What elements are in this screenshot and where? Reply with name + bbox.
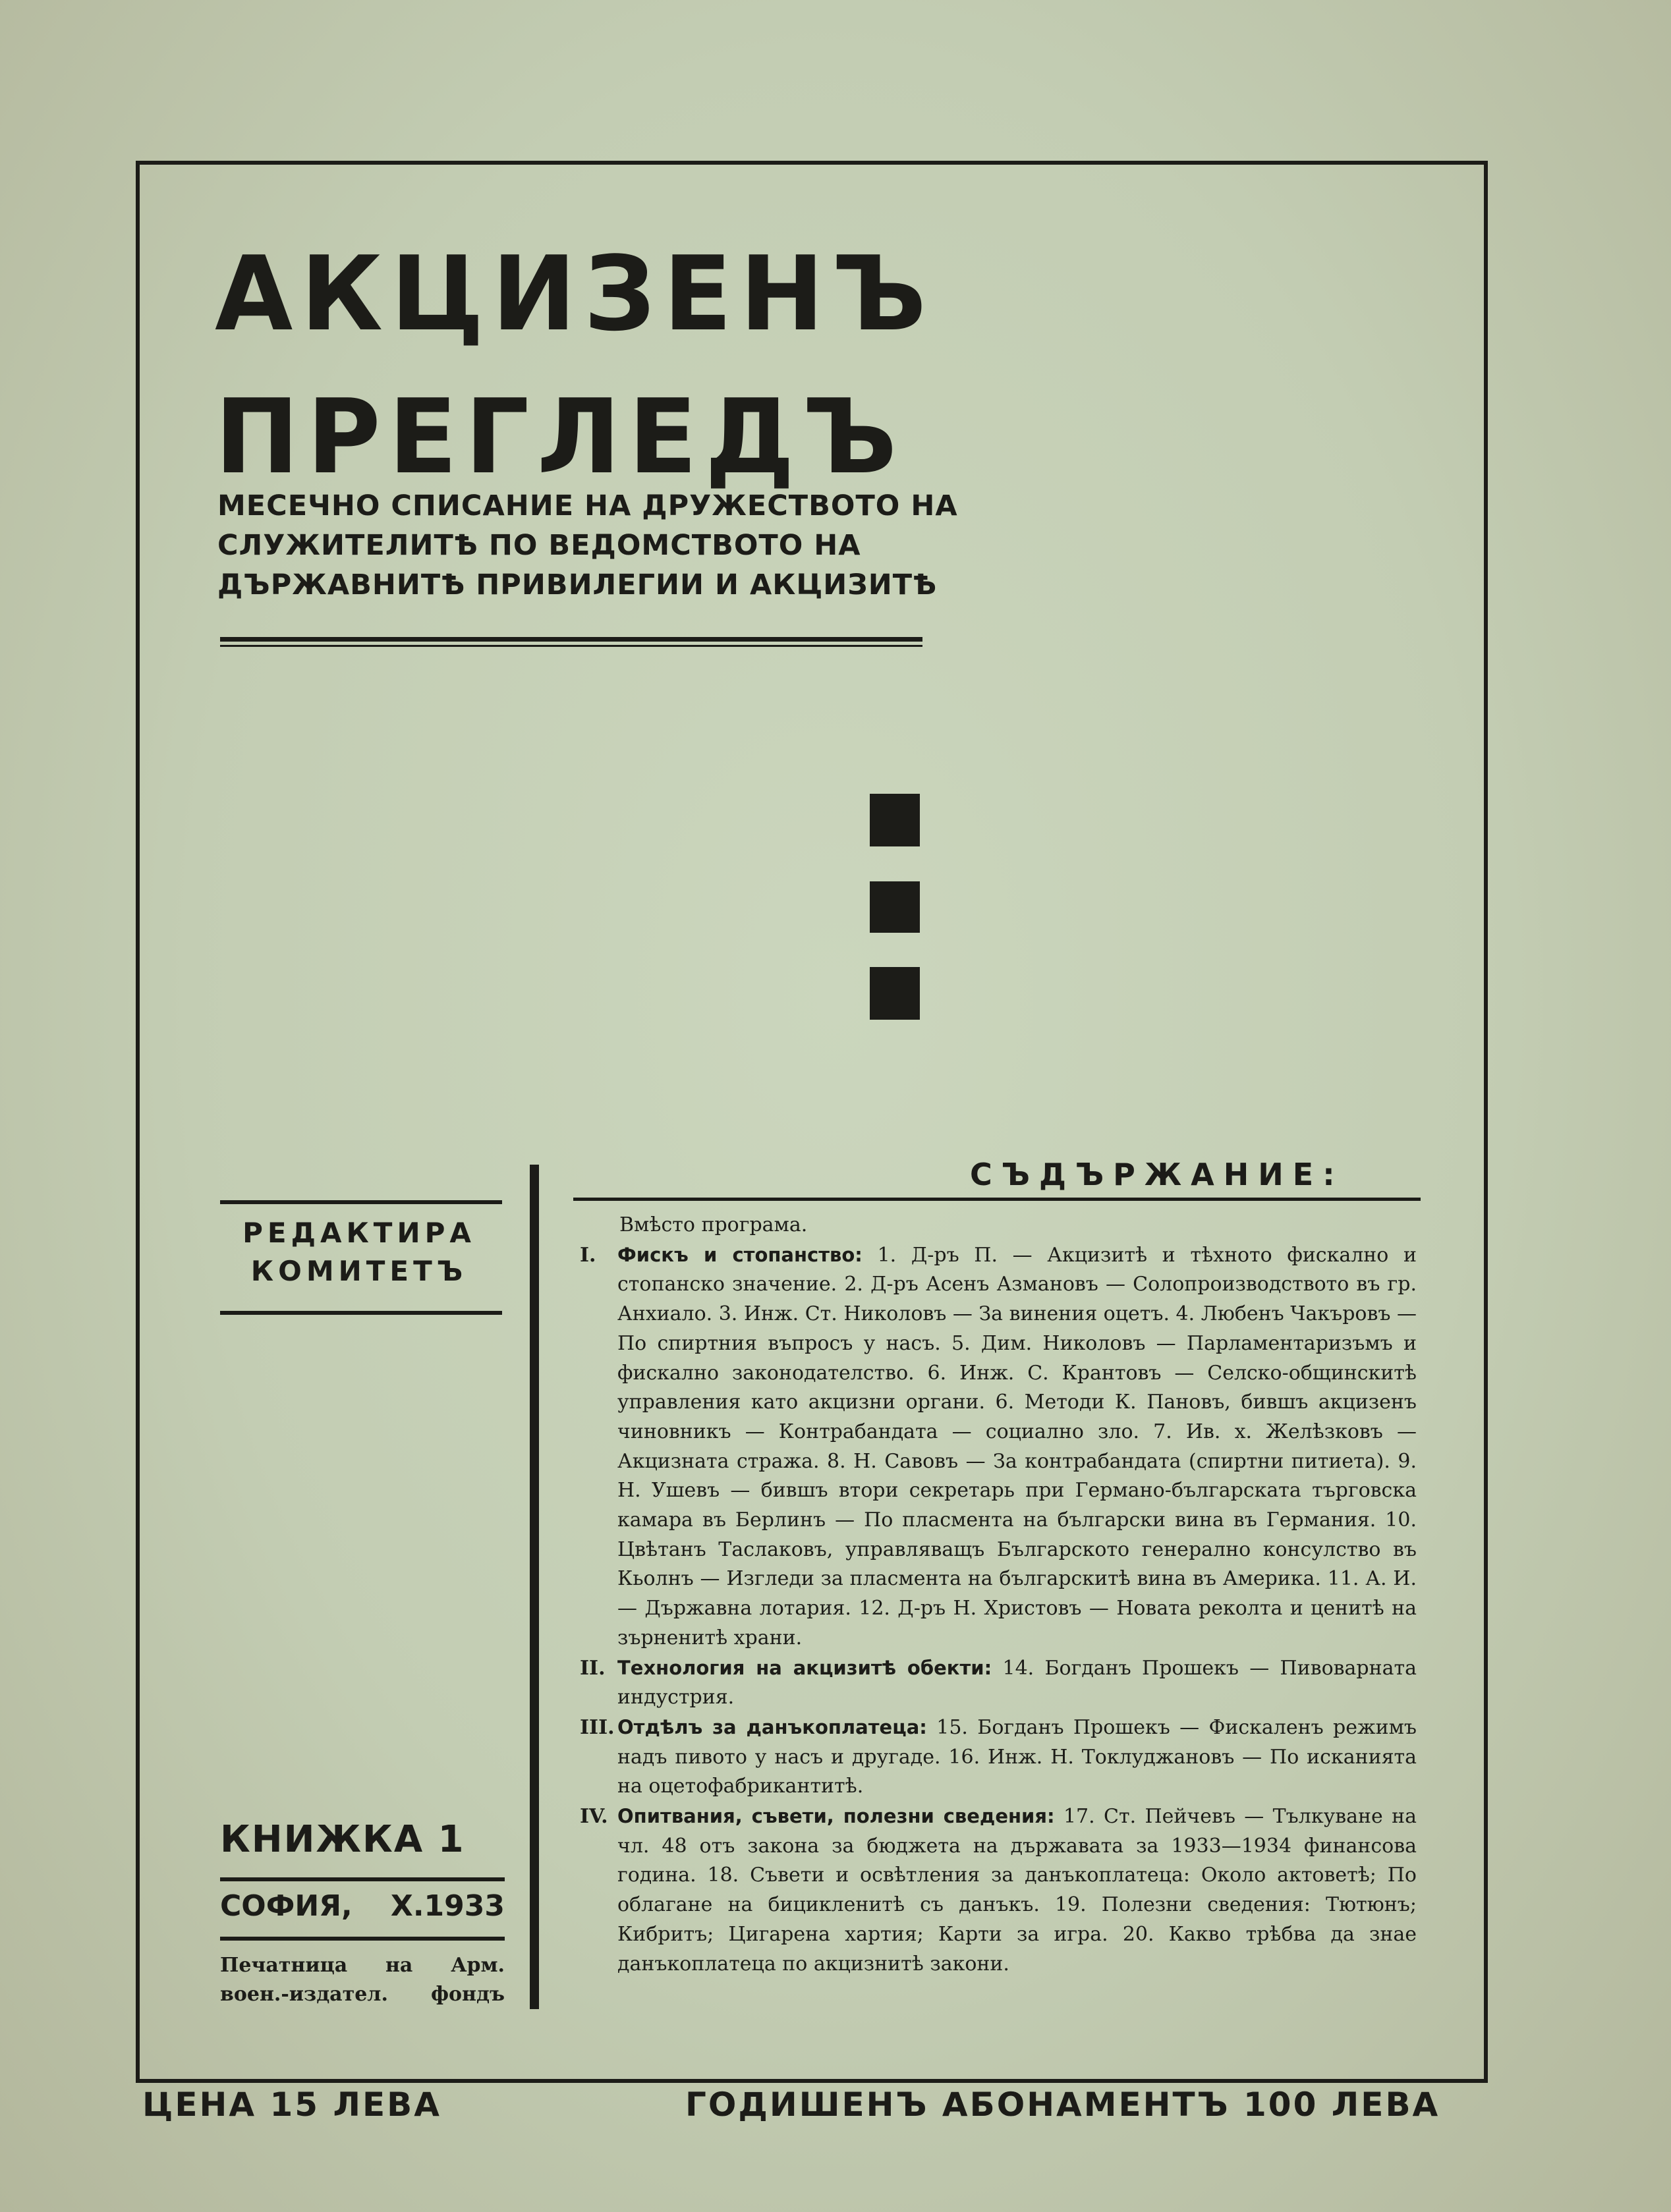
table-of-contents	[580, 1211, 1417, 1979]
printer-info	[220, 1951, 505, 2009]
section-title: Отдѣлъ за данъкоплатеца:	[617, 1715, 927, 1738]
printer-line1: Печатница на Арм.	[220, 1954, 505, 1977]
issue-rule	[220, 1877, 505, 1881]
section-text: 17. Ст. Пейчевъ — Тълкуване на чл. 48 отъ закона за бюджета на държавата за 1933—1934 финансова година. 18. Съвети и освѣтления за данъкоплатеца: Около актоветѣ; По облагане на бицикленитѣ съ данъкъ. 19. Полезни сведения: Тютюнъ; Кибритъ; Цигарена хартия; Карти за игра. 20. Какво трѣбва да знае данъкоплатеца по акцизнитѣ закони.	[617, 1805, 1417, 1976]
issue-number: КНИЖКА 1	[220, 1818, 465, 1861]
decorative-square	[870, 967, 920, 1020]
subtitle-line: СЛУЖИТЕЛИТѢ ПО ВЕДОМСТВОТО НА	[217, 529, 861, 562]
editor-line1: РЕДАКТИРА	[242, 1217, 476, 1249]
annual-subscription: ГОДИШЕНЪ АБОНАМЕНТЪ 100 ЛЕВА	[685, 2086, 1440, 2124]
contents-section	[580, 1713, 1417, 1802]
issue-city: СОФИЯ,	[220, 1889, 353, 1923]
editor-line2: КОМИТЕТЪ	[250, 1255, 468, 1287]
price: ЦЕНА 15 ЛЕВА	[142, 2086, 441, 2124]
section-number: I.	[580, 1243, 596, 1267]
subtitle-line: ДЪРЖАВНИТѢ ПРИВИЛЕГИИ И АКЦИЗИТѢ	[217, 568, 938, 601]
section-number: II.	[580, 1656, 606, 1680]
section-title: Фискъ и стопанство:	[617, 1243, 863, 1266]
contents-section	[580, 1653, 1417, 1713]
section-title: Опитвания, съвети, полезни сведения:	[617, 1805, 1055, 1828]
contents-section	[580, 1802, 1417, 1979]
decorative-square	[870, 794, 920, 846]
editor-rule-bottom	[220, 1311, 502, 1315]
section-title: Технология на акцизитѣ обекти:	[617, 1656, 992, 1679]
issue-date: X.1933	[390, 1889, 505, 1923]
section-number: IV.	[580, 1805, 608, 1829]
section-number: III.	[580, 1715, 615, 1739]
subtitle-line: МЕСЕЧНО СПИСАНИЕ НА ДРУЖЕСТВОТО НА	[217, 489, 958, 522]
section-text: 1. Д-ръ П. — Акцизитѣ и тѣхното фискално и стопанско значение. 2. Д-ръ Асенъ Азмановъ — Солопроизводството въ гр. Анхиало. 3. Инж. Ст. Николовъ — За винения оцетъ. 4. Любенъ Чакъровъ — По спиртния въпросъ у насъ. 5. Дим. Николовъ — Парламентаризъмъ и фискално законодателство. 6. Инж. С. Крантовъ — Селско-общинскитѣ управления като акцизни органи. 6. Методи К. Пановъ, бившъ акцизенъ чиновникъ — Контрабандата — социално зло. 7. Ив. х. Желѣзковъ — Акцизната стража. 8. Н. Савовъ — За контрабандата (спиртни питиета). 9. Н. Ушевъ — бившъ втори секретарь при Германо-българската търговска камара въ Берлинъ — По пласмента на български вина въ Германия. 10. Цвѣтанъ Таслаковъ, управляващъ Българското генерално консулство въ Кьолнъ — Изгледи за пласмента на българскитѣ вина въ Америка. 11. А. И. — Държавна лотария. 12. Д-ръ Н. Христовъ — Новата реколта и ценитѣ на зърненитѣ храни.	[617, 1243, 1417, 1649]
section-text: 15. Богданъ Прошекъ — Фискаленъ режимъ надъ пивото у насъ и другаде. 16. Инж. Н. Токлуджановъ — По исканията на оцетофабрикантитѣ.	[617, 1715, 1417, 1798]
journal-title-line1: АКЦИЗЕНЪ	[215, 234, 934, 354]
journal-title-line2: ПРЕГЛЕДЪ	[215, 377, 905, 497]
editor-block	[217, 1214, 501, 1290]
printer-line2: воен.-издател. фондъ	[220, 1983, 505, 2006]
city-rule	[220, 1937, 505, 1941]
editor-rule-top	[220, 1200, 502, 1204]
section-text: 14. Богданъ Прошекъ — Пивоварната индустрия.	[617, 1656, 1417, 1709]
title-rule-thin	[220, 645, 922, 647]
contents-section	[580, 1240, 1417, 1653]
contents-intro: Вмѣсто програма.	[619, 1213, 808, 1236]
contents-rule	[573, 1198, 1421, 1201]
issue-place-date	[220, 1889, 505, 1923]
column-divider	[530, 1165, 539, 2009]
contents-heading: СЪДЪРЖАНИЕ:	[970, 1157, 1344, 1192]
journal-subtitle	[217, 486, 958, 605]
decorative-square	[870, 881, 920, 933]
title-rule	[220, 637, 922, 642]
